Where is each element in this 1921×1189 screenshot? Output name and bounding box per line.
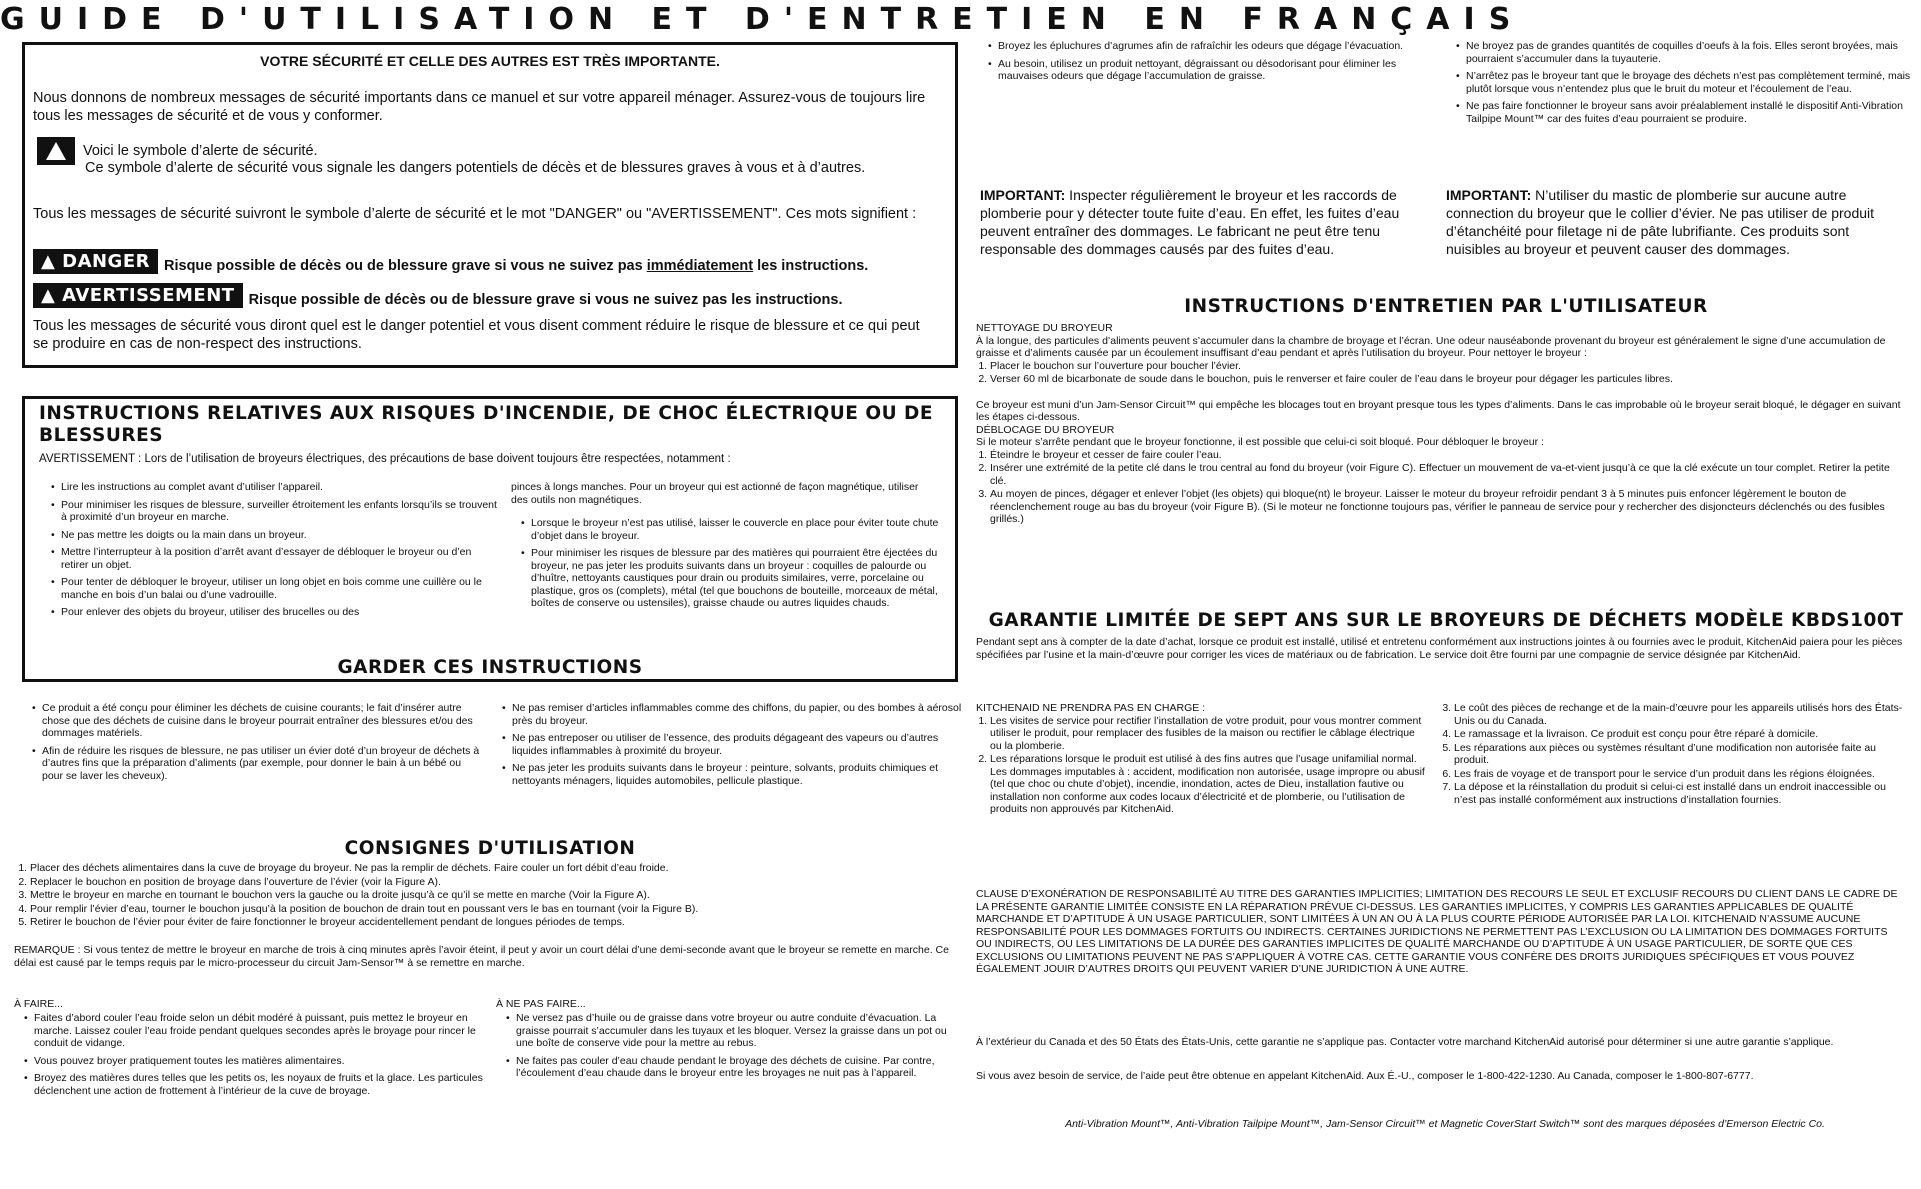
warranty-heading: GARANTIE LIMITÉE DE SEPT ANS SUR LE BROYEURS DE DÉCHETS MODÈLE KBDS100T — [988, 610, 1904, 631]
warranty-disclaimer: CLAUSE D’EXONÉRATION DE RESPONSABILITÉ AU TITRE DES GARANTIES IMPLICITIES; LIMITATION DES RECOURS LE SEUL ET EXCLUSIF RECOURS DU CLIENT DANS LE CADRE DE LA PRÉSENTE GARANTIE LIMITÉE CONSISTE EN LA RÉPARATION PRÉVUE CI-DESSUS. LES GARANTIES IMPLICITES, Y COMPRIS LES GARANTIES APPLICABLES DE QUALITÉ MARCHANDE ET D’APTITUDE À UN USAGE PARTICULIER, SONT LIMITÉES À UN AN OU À LA PLUS COURTE PÉRIODE AUTORISÉE PAR LA LOI. KITCHENAID N’ASSUME AUCUNE RESPONSABILITÉ POUR LES DOMMAGES FORTUITS OU INDIRECTS. CERTAINES JURIDICTIONS NE PERMETTENT PAS L’EXCLUSION OU LA LIMITATION DES DOMMAGES FORTUITS OU INDIRECTS, OU LES LIMITATIONS DE LA DURÉE DES GARANTIES IMPLICITES DE QUALITÉ MARCHANDE OU D’APTITUDE À UN USAGE PARTICULIER, DE SORTE QUE CES EXCLUSIONS OU LIMITATIONS PEUVENT NE PAS S’APPLIQUER À VOTRE CAS. CETTE GARANTIE VOUS CONFÈRE DES DROITS JURIDIQUES SPÉCIFIQUES ET VOUS POUVEZ ÉGALEMENT JOUIR D’AUTRES DROITS QUI PEUVENT VARIER D’UNE JURIDICTION À UNE AUTRE. — [976, 888, 1898, 975]
danger-word: DANGER — [62, 251, 150, 272]
list-item: 2. Replacer le bouchon en position de broyage dans l’ouverture de l’évier (voir la Figure A). — [30, 876, 970, 889]
list-item: 4. Le ramassage et la livraison. Ce produit est conçu pour être réparé à domicile. — [1454, 728, 1910, 741]
warranty-service: Si vous avez besoin de service, de l’aide peut être obtenue en appelant KitchenAid. Aux É.-U., composer le 1-800-422-1230. Au Canada, composer le 1-800-807-6777. — [976, 1070, 1754, 1082]
list-item: • Ce produit a été conçu pour éliminer les déchets de cuisine courants; le fait d’insérer autre chose que des déchets de cuisine dans le broyeur pourrait entraîner des blessures et/ou des dommages matériels. — [42, 702, 482, 740]
fire-left-list — [51, 481, 501, 624]
safety-box — [22, 42, 958, 368]
safety-intro: Nous donnons de nombreux messages de sécurité importants dans ce manuel et sur votre appareil ménager. Assurez-vous de toujours lire tous les messages de sécurité et de vous y conformer. — [33, 90, 926, 124]
danger-signal — [33, 249, 158, 274]
danger-warning-icon: ▲ — [41, 251, 56, 272]
list-item: • Mettre l’interrupteur à la position d’arrêt avant d’essayer de débloquer le broyeur ou d’en retirer un objet. — [61, 546, 501, 571]
safety-follow: Tous les messages de sécurité suivront le symbole d’alerte de sécurité et le mot "DANGER" ou "AVERTISSEMENT". Ces mots signifient : — [33, 206, 917, 222]
safety-symbol-label: Voici le symbole d’alerte de sécurité. — [83, 143, 318, 159]
list-item: • Au besoin, utilisez un produit nettoyant, dégraissant ou désodorisant pour éliminer les mauvaises odeurs que dégage l’accumulation de graisse. — [998, 58, 1428, 83]
clean-title: NETTOYAGE DU BROYEUR — [976, 322, 1113, 334]
safety-closing: Tous les messages de sécurité vous diront quel est le danger potentiel et vous disent comment réduire le risque de blessure et ce qui peut se produire en cas de non-respect des instructions. — [33, 318, 920, 352]
list-item: 1. Placer le bouchon sur l’ouverture pour boucher l’évier. — [990, 360, 1906, 373]
list-item: 3. Le coût des pièces de rechange et de la main-d’œuvre pour les appareils utilisés hors des États-Unis ou du Canada. — [1454, 702, 1910, 727]
dont-list — [506, 1012, 956, 1085]
warranty-not-col1 — [976, 702, 1426, 817]
warranty-not-title: KITCHENAID NE PRENDRA PAS EN CHARGE : — [976, 702, 1206, 714]
danger-row — [33, 249, 868, 274]
lower-right-list — [502, 702, 962, 792]
page-title: GUIDE D'UTILISATION ET D'ENTRETIEN EN FRANÇAIS — [0, 2, 1525, 37]
important-note-2: IMPORTANT: N’utiliser du mastic de plomberie sur aucune autre connection du broyeur que le collier d’évier. Ne pas utiliser de produit d’étanchéité pour filetage ni de pâte lubrifiante. Ces produits sont nuisibles au broyeur et peuvent causer des dommages. — [1446, 187, 1875, 257]
warning-triangle-icon: ▲ — [41, 285, 56, 306]
fire-right-list — [521, 517, 941, 615]
list-item: • Ne pas remiser d’articles inflammables comme des chiffons, du papier, ou des bombes à aérosol près du broyeur. — [512, 702, 962, 727]
warning-row — [33, 283, 842, 308]
maintenance-body — [976, 322, 1906, 527]
clean-steps — [976, 360, 1906, 386]
danger-text: Risque possible de décès ou de blessure grave si vous ne suivez pas immédiatement les instructions. — [164, 258, 869, 274]
do-list — [24, 1012, 484, 1102]
list-item: • Broyez des matières dures telles que les petits os, les noyaux de fruits et la glace. Les particules déclenchent une action de frottement à l’intérieur de la cuve de broyage. — [34, 1072, 484, 1097]
usage-steps — [14, 862, 970, 930]
safety-symbol-desc: Ce symbole d’alerte de sécurité vous signale les dangers potentiels de décès et de blessures graves à vous et à d’autres. — [85, 160, 866, 176]
warranty-outside: À l’extérieur du Canada et des 50 États des États-Unis, cette garantie ne s’applique pas. Contacter votre marchand KitchenAid autorisé pour déterminer si une autre garantie s’applique. — [976, 1036, 1834, 1048]
list-item: • Ne pas faire fonctionner le broyeur sans avoir préalablement installé le dispositif Anti-Vibration Tailpipe Mount™ car des fuites d’eau pourraient se produire. — [1466, 100, 1916, 125]
clean-text: À la longue, des particules d’aliments peuvent s’accumuler dans la chambre de broyage et l’écran. Une odeur nauséabonde provenant du broyeur est généralement le signe d’une accumulation de graisse et d’aliments causée par un écoulement insuffisant d’eau pendant et après l’utilisation du broyeur. Pour nettoyer le broyeur : — [976, 334, 1886, 359]
fire-heading: INSTRUCTIONS RELATIVES AUX RISQUES D'INCENDIE, DE CHOC ÉLECTRIQUE OU DE BLESSURES — [39, 403, 934, 446]
warning-signal — [33, 283, 243, 308]
warranty-intro: Pendant sept ans à compter de la date d’achat, lorsque ce produit est installé, utilisé et entretenu conformément aux instructions jointes à ou fournies avec le produit, KitchenAid paiera pour les pièces spécifiées par l’usine et la main-d’œuvre pour corriger les vices de matériaux ou de fabrication. Le service doit être fourni par une compagnie de service désignée par KitchenAid. — [976, 636, 1903, 661]
list-item: • Ne pas mettre les doigts ou la main dans un broyeur. — [61, 529, 501, 542]
fire-right-cont: pinces à longs manches. Pour un broyeur qui est actionné de façon magnétique, utiliser des outils non magnétiques. — [511, 481, 919, 506]
list-item: 3. Mettre le broyeur en marche en tournant le bouchon vers la gauche ou la droite jusqu’à ce qu’il se mette en marche (Voir la Figure A). — [30, 889, 970, 902]
fire-warning: AVERTISSEMENT : Lors de l’utilisation de broyeurs électriques, des précautions de base doivent toujours être respectées, notamment : — [39, 453, 731, 465]
important-note-1: IMPORTANT: Inspecter régulièrement le broyeur et les raccords de plomberie pour y détecter toute fuite d’eau. En effet, les fuites d’eau peuvent entraîner des dommages. Le fabricant ne peut être tenu responsable des dommages causés par des fuites d’eau. — [980, 187, 1400, 257]
list-item: • Ne pas jeter les produits suivants dans le broyeur : peinture, solvants, produits chimiques et nettoyants ménagers, liquides automobiles, pellicule plastique. — [512, 762, 962, 787]
warning-text: Risque possible de décès ou de blessure grave si vous ne suivez pas les instructions. — [248, 292, 843, 308]
fire-box — [22, 396, 958, 682]
save-instructions: GARDER CES INSTRUCTIONS — [337, 657, 643, 678]
list-item: 5. Retirer le bouchon de l’évier pour éviter de faire fonctionner le broyeur accidentellement pendant de longues périodes de temps. — [30, 916, 970, 929]
do-title: À FAIRE... — [14, 998, 64, 1010]
list-item: 7. La dépose et la réinstallation du produit si celui-ci est installé dans un endroit inaccessible ou n’est pas installé conformément aux instructions d’installation fournies. — [1454, 781, 1910, 806]
unjam-text: Si le moteur s’arrête pendant que le broyeur fonctionne, il est possible que celui-ci soit bloqué. Pour débloquer le broyeur : — [976, 436, 1544, 448]
list-item: • N’arrêtez pas le broyeur tant que le broyage des déchets n’est pas complètement terminé, mais plutôt lorsque vous n’entendez plus que le bruit du moteur et l’écoulement de l’eau. — [1466, 70, 1916, 95]
list-item: • Afin de réduire les risques de blessure, ne pas utiliser un évier doté d’un broyeur de déchets à d’autres fins que la préparation d’aliments (par exemple, pour donner le bain à un bébé ou pour se laver les cheveux). — [42, 745, 482, 783]
unjam-steps — [976, 449, 1906, 526]
list-item: 5. Les réparations aux pièces ou systèmes résultant d’une modification non autorisée faite au produit. — [1454, 742, 1910, 767]
list-item: • Vous pouvez broyer pratiquement toutes les matières alimentaires. — [34, 1055, 484, 1068]
list-item: • Pour minimiser les risques de blessure par des matières qui pourraient être éjectées du broyeur, ne pas jeter les produits suivants dans un broyeur : coquilles de palourde ou d’huître, nettoyants caustiques pour drain ou produits similaires, verre, porcelaine ou plastique, gros os (complets), métal (tel que bouchons de bouteille, morceaux de métal, boîtes de conserve ou ustensiles), graisse chaude ou autres liquides chauds. — [531, 547, 941, 610]
jam-text: Ce broyeur est muni d’un Jam-Sensor Circuit™ qui empêche les blocages tout en broyant presque tous les types d’aliments. Dans le cas improbable où le broyeur serait bloqué, le dégager en suivant les étapes ci-dessous. — [976, 398, 1901, 423]
safety-heading: VOTRE SÉCURITÉ ET CELLE DES AUTRES EST TRÈS IMPORTANTE. — [260, 53, 720, 69]
list-item: 4. Pour remplir l’évier d’eau, tourner le bouchon jusqu’à la position de bouchon de drain tout en poussant vers le bas en tournant (voir la Figure B). — [30, 903, 970, 916]
lower-left-list — [32, 702, 482, 787]
dont-title: À NE PAS FAIRE... — [496, 998, 586, 1010]
list-item: • Ne pas entreposer ou utiliser de l’essence, des produits dégageant des vapeurs ou d’autres liquides inflammables à proximité du broyeur. — [512, 732, 962, 757]
warranty-not-col2 — [1440, 702, 1910, 807]
right-top-list-2 — [1456, 40, 1916, 130]
usage-remark: REMARQUE : Si vous tentez de mettre le broyeur en marche de trois à cinq minutes après l’avoir éteint, il peut y avoir un court délai d’une demi-seconde avant que le broyeur se remette en marche. Ce délai est causé par le temps requis par le micro-processeur du circuit Jam-Sensor™ à se remettre en marche. — [14, 944, 949, 969]
maintenance-heading: INSTRUCTIONS D'ENTRETIEN PAR L'UTILISATEUR — [1184, 296, 1708, 317]
list-item: 1. Éteindre le broyeur et cesser de faire couler l’eau. — [990, 449, 1906, 462]
list-item: • Pour tenter de débloquer le broyeur, utiliser un long objet en bois comme une cuillère ou le manche en bois d’un balai ou d’une vadrouille. — [61, 576, 501, 601]
list-item: • Pour enlever des objets du broyeur, utiliser des brucelles ou des — [61, 606, 501, 619]
list-item: • Faites d’abord couler l’eau froide selon un débit modéré à puissant, puis mettez le broyeur en marche. Laissez couler l’eau froide pendant quelques secondes après le broyage pour rincer le conduit de vidange. — [34, 1012, 484, 1050]
list-item: 2. Les réparations lorsque le produit est utilisé à des fins autres que l’usage unifamilial normal. Les dommages imputables à : accident, modification non autorisée, usage impropre ou abusif (tel que choc ou chute d’objet), incendie, inondation, actes de Dieu, installation fautive ou installation non conforme aux codes locaux d’électricité et de plomberie, ou l’utilisation de produits non approuvés par KitchenAid. — [990, 753, 1426, 816]
list-item: • Ne faites pas couler d’eau chaude pendant le broyage des déchets de cuisine. Par contre, l’écoulement d’eau chaude dans le broyeur entre les broyages ne nuit pas à l’appareil. — [516, 1055, 956, 1080]
list-item: 6. Les frais de voyage et de transport pour le service d’un produit dans les régions éloignées. — [1454, 768, 1910, 781]
list-item: • Ne versez pas d’huile ou de graisse dans votre broyeur ou autre conduite d’évacuation. La graisse pourrait s’accumuler dans les tuyaux et les bloquer. Versez la graisse dans un pot ou une boîte de conserve vide pour la mettre au rebus. — [516, 1012, 956, 1050]
unjam-title: DÉBLOCAGE DU BROYEUR — [976, 423, 1115, 436]
list-item: • Broyez les épluchures d’agrumes afin de rafraîchir les odeurs que dégage l’évacuation. — [998, 40, 1428, 53]
usage-heading: CONSIGNES D'UTILISATION — [344, 838, 636, 859]
trademarks: Anti-Vibration Mount™, Anti-Vibration Tailpipe Mount™, Jam-Sensor Circuit™ et Magnetic CoverStart Switch™ sont des marques déposées d’Emerson Electric Co. — [1065, 1118, 1825, 1130]
list-item: 1. Placer des déchets alimentaires dans la cuve de broyage du broyeur. Ne pas la remplir de déchets. Faire couler un fort débit d’eau froide. — [30, 862, 970, 875]
list-item: • Lorsque le broyeur n’est pas utilisé, laisser le couvercle en place pour éviter toute chute d’objet dans le broyeur. — [531, 517, 941, 542]
list-item: 3. Au moyen de pinces, dégager et enlever l’objet (les objets) qui bloque(nt) le broyeur. Laisser le moteur du broyeur refroidir pendant 3 à 5 minutes puis enfoncer légèrement le bouton de réenclenchement rouge au bas du broyeur (voir Figure B). (Si le moteur ne fonctionne toujours pas, vérifier le panneau de service pour y rechercher des disjoncteurs déclenchés ou des fusibles grillés.) — [990, 488, 1906, 526]
right-top-list-1 — [988, 40, 1428, 88]
list-item: • Ne broyez pas de grandes quantités de coquilles d’oeufs à la fois. Elles seront broyées, mais pourraient s’accumuler dans la tuyauterie. — [1466, 40, 1916, 65]
list-item: 2. Insérer une extrémité de la petite clé dans le trou central au fond du broyeur (voir Figure C). Effectuer un mouvement de va-et-vient jusqu’à ce que la clé exécute un tour complet. Retirer la petite clé. — [990, 462, 1906, 487]
list-item: • Lire les instructions au complet avant d’utiliser l’appareil. — [61, 481, 501, 494]
list-item: • Pour minimiser les risques de blessure, surveiller étroitement les enfants lorsqu’ils se trouvent à proximité d’un broyeur en marche. — [61, 499, 501, 524]
list-item: 2. Verser 60 ml de bicarbonate de soude dans le bouchon, puis le renverser et faire couler de l’eau dans le broyeur pour dégager les particules libres. — [990, 373, 1906, 386]
warning-word: AVERTISSEMENT — [62, 285, 235, 306]
list-item: 1. Les visites de service pour rectifier l’installation de votre produit, pour vous montrer comment utiliser le produit, pour remplacer des fusibles de la maison ou rectifier le câblage électrique ou la plomberie. — [990, 715, 1426, 753]
